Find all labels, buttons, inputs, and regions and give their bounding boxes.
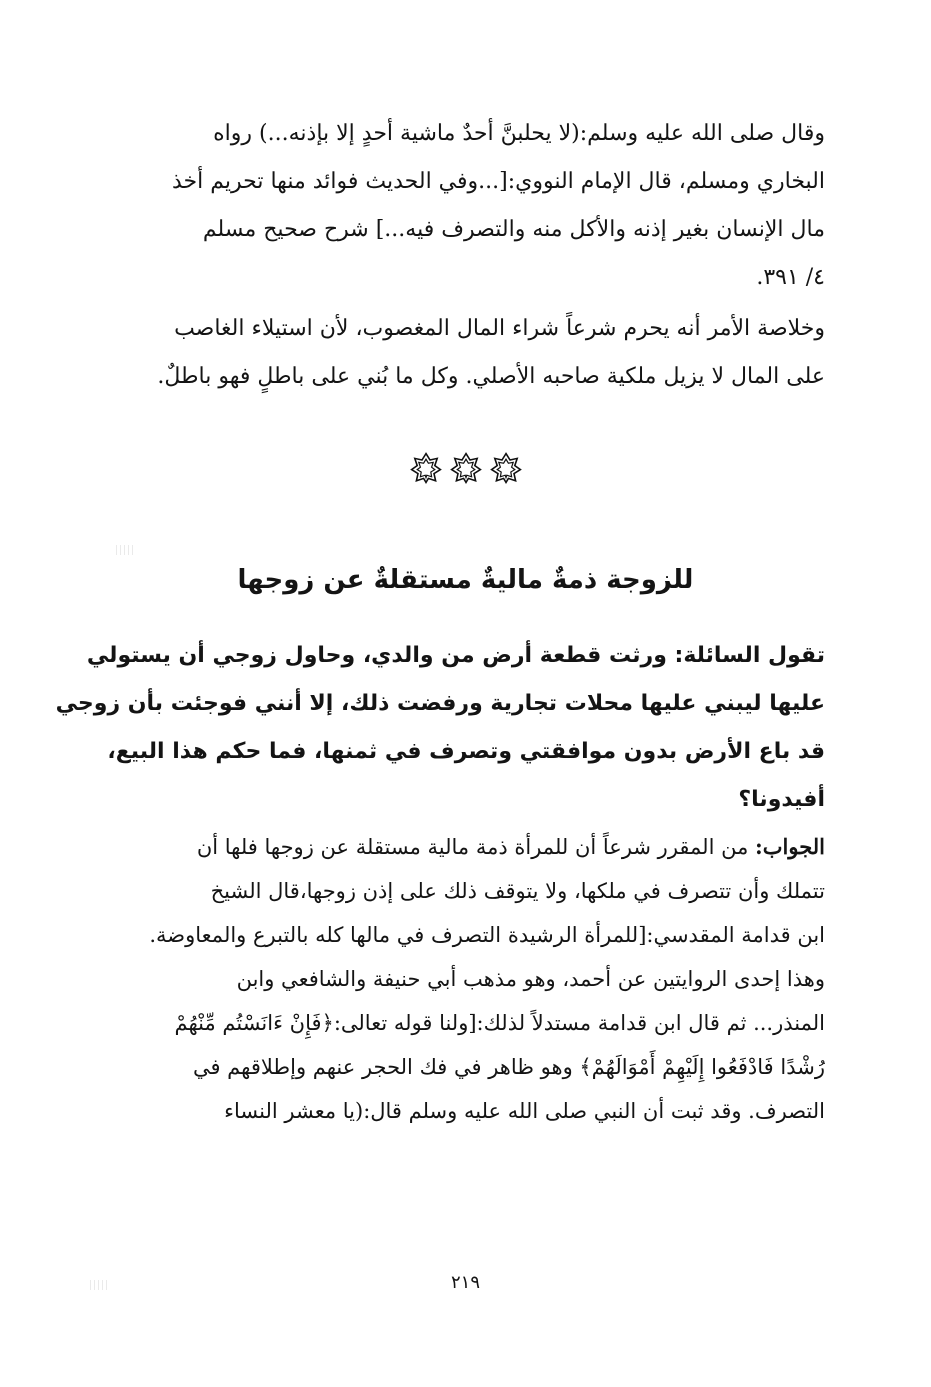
answer-label: الجواب: bbox=[755, 834, 825, 859]
star-ornament-icon bbox=[450, 452, 482, 484]
text-line: قد باع الأرض بدون موافقتي وتصرف في ثمنها، فما حكم هذا البيع، bbox=[107, 739, 825, 764]
star-ornament-icon bbox=[410, 452, 442, 484]
text-line: رُشْدًا فَادْفَعُوا إِلَيْهِمْ أَمْوَالَهُمْ﴾ وهو ظاهر في فك الحجر عنهم وإطلاقهم في bbox=[192, 1055, 825, 1079]
answer-text: من المقرر شرعاً أن للمرأة ذمة مالية مستقلة عن زوجها فلها أن bbox=[196, 835, 755, 859]
section-divider bbox=[0, 452, 931, 492]
star-ornament-icon bbox=[490, 452, 522, 484]
text-line: تتملك وأن تتصرف في ملكها، ولا يتوقف ذلك على إذن زوجها،قال الشيخ bbox=[210, 879, 825, 903]
text-line: المنذر... ثم قال ابن قدامة مستدلاً لذلك:[ولنا قوله تعالى:﴿فَإِنْ ءَانَسْتُم مِّنْهُمْ bbox=[174, 1011, 825, 1035]
conclusion-paragraph bbox=[100, 305, 825, 401]
intro-paragraph bbox=[100, 110, 825, 302]
text-line: مال الإنسان بغير إذنه والأكل منه والتصرف فيه...] شرح صحيح مسلم bbox=[202, 217, 825, 242]
answer-paragraph bbox=[100, 825, 825, 1133]
text-line: عليها ليبني عليها محلات تجارية ورفضت ذلك، إلا أنني فوجئت بأن زوجي bbox=[55, 691, 825, 716]
text-line bbox=[100, 825, 825, 869]
text-line: وخلاصة الأمر أنه يحرم شرعاً شراء المال المغصوب، لأن استيلاء الغاصب bbox=[174, 316, 825, 341]
text-line: على المال لا يزيل ملكية صاحبه الأصلي. وكل ما بُني على باطلٍ فهو باطلٌ. bbox=[157, 364, 825, 389]
text-line: وقال صلى الله عليه وسلم:(لا يحلبنَّ أحدٌ ماشية أحدٍ إلا بإذنه...) رواه bbox=[213, 121, 825, 146]
text-line: ٤/ ٣٩١. bbox=[756, 265, 825, 290]
section-heading: للزوجة ذمةٌ ماليةٌ مستقلةٌ عن زوجها bbox=[237, 565, 694, 595]
text-line: ابن قدامة المقدسي:[للمرأة الرشيدة التصرف في مالها كله بالتبرع والمعاوضة. bbox=[149, 923, 825, 947]
text-line: وهذا إحدى الروايتين عن أحمد، وهو مذهب أبي حنيفة والشافعي وابن bbox=[236, 967, 825, 991]
text-line: أفيدونا؟ bbox=[738, 787, 825, 812]
text-line: التصرف. وقد ثبت أن النبي صلى الله عليه وسلم قال:(يا معشر النساء bbox=[224, 1099, 825, 1123]
question-paragraph bbox=[55, 632, 825, 824]
page-number: ٢١٩ bbox=[450, 1272, 480, 1293]
text-line: تقول السائلة: ورثت قطعة أرض من والدي، وحاول زوجي أن يستولي bbox=[86, 643, 825, 668]
text-line: البخاري ومسلم، قال الإمام النووي:[...وفي الحديث فوائد منها تحريم أخذ bbox=[172, 169, 825, 194]
scan-speck bbox=[116, 545, 136, 555]
